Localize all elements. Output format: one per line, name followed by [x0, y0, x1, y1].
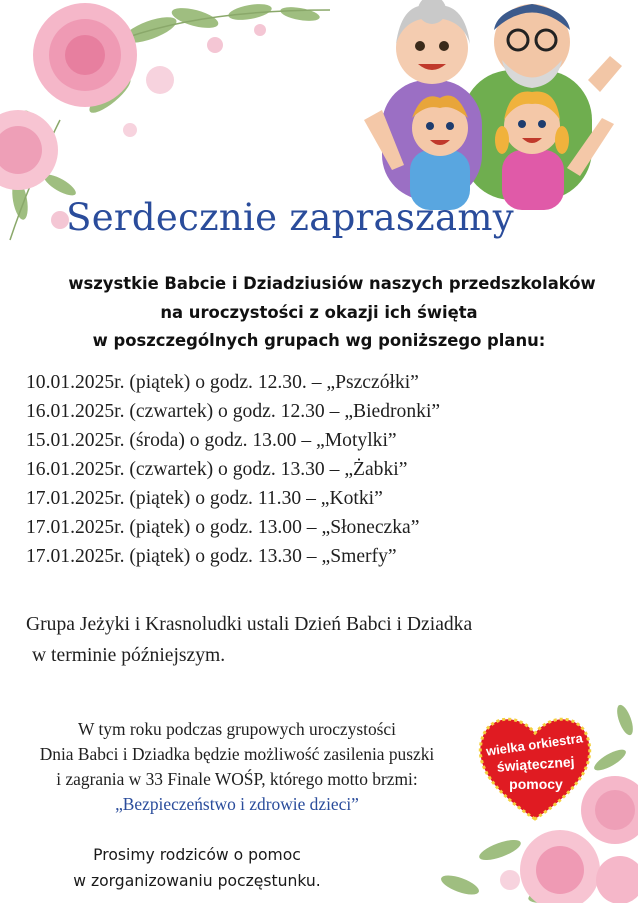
intro-line: wszystkie Babcie i Dziadziusiów naszych przedszkolaków [68, 274, 596, 293]
intro-line: w poszczególnych grupach wg poniższego planu: [92, 331, 546, 350]
note-line: Grupa Jeżyki i Krasnoludki ustali Dzień Babci i Dziadka [26, 614, 473, 635]
grandparents-family-illustration [352, 0, 638, 210]
invitation-intro [0, 270, 638, 356]
heart-logo-text: wielka orkiestra [485, 730, 584, 759]
page-title: Serdecznie zapraszamy [66, 196, 514, 239]
wosp-line: i zagrania w 33 Finale WOŚP, którego motto brzmi: [56, 769, 418, 789]
heart-logo-text: świątecznej [496, 753, 576, 775]
wosp-heart-logo [474, 707, 596, 825]
schedule-item: 17.01.2025r. (piątek) o godz. 11.30 – „Kotki” [26, 488, 383, 509]
closing-line: Prosimy rodziców o pomoc [93, 846, 301, 864]
note-line: w terminie późniejszym. [32, 645, 226, 666]
later-date-note [26, 609, 472, 671]
closing-request [0, 842, 394, 894]
wosp-motto: „Bezpieczeństwo i zdrowie dzieci” [115, 794, 359, 814]
schedule-item: 16.01.2025r. (czwartek) o godz. 13.30 – „Żabki” [26, 459, 408, 480]
schedule-item: 17.01.2025r. (piątek) o godz. 13.00 – „Słoneczka” [26, 517, 420, 538]
intro-line: na uroczystości z okazji ich święta [160, 302, 478, 322]
heart-logo-text: pomocy [509, 776, 563, 792]
wosp-info [0, 717, 474, 817]
closing-line: w zorganizowaniu poczęstunku. [73, 872, 321, 890]
schedule-item: 10.01.2025r. (piątek) o godz. 12.30. – „Pszczółki” [26, 372, 419, 393]
wosp-line: W tym roku podczas grupowych uroczystości [78, 719, 396, 739]
wosp-line: Dnia Babci i Dziadka będzie możliwość zasilenia puszki [39, 744, 435, 764]
schedule-item: 16.01.2025r. (czwartek) o godz. 12.30 – „Biedronki” [26, 401, 441, 422]
schedule-item: 17.01.2025r. (piątek) o godz. 13.30 – „Smerfy” [26, 546, 397, 567]
schedule-list [26, 368, 440, 571]
schedule-item: 15.01.2025r. (środa) o godz. 13.00 – „Motylki” [26, 430, 397, 451]
